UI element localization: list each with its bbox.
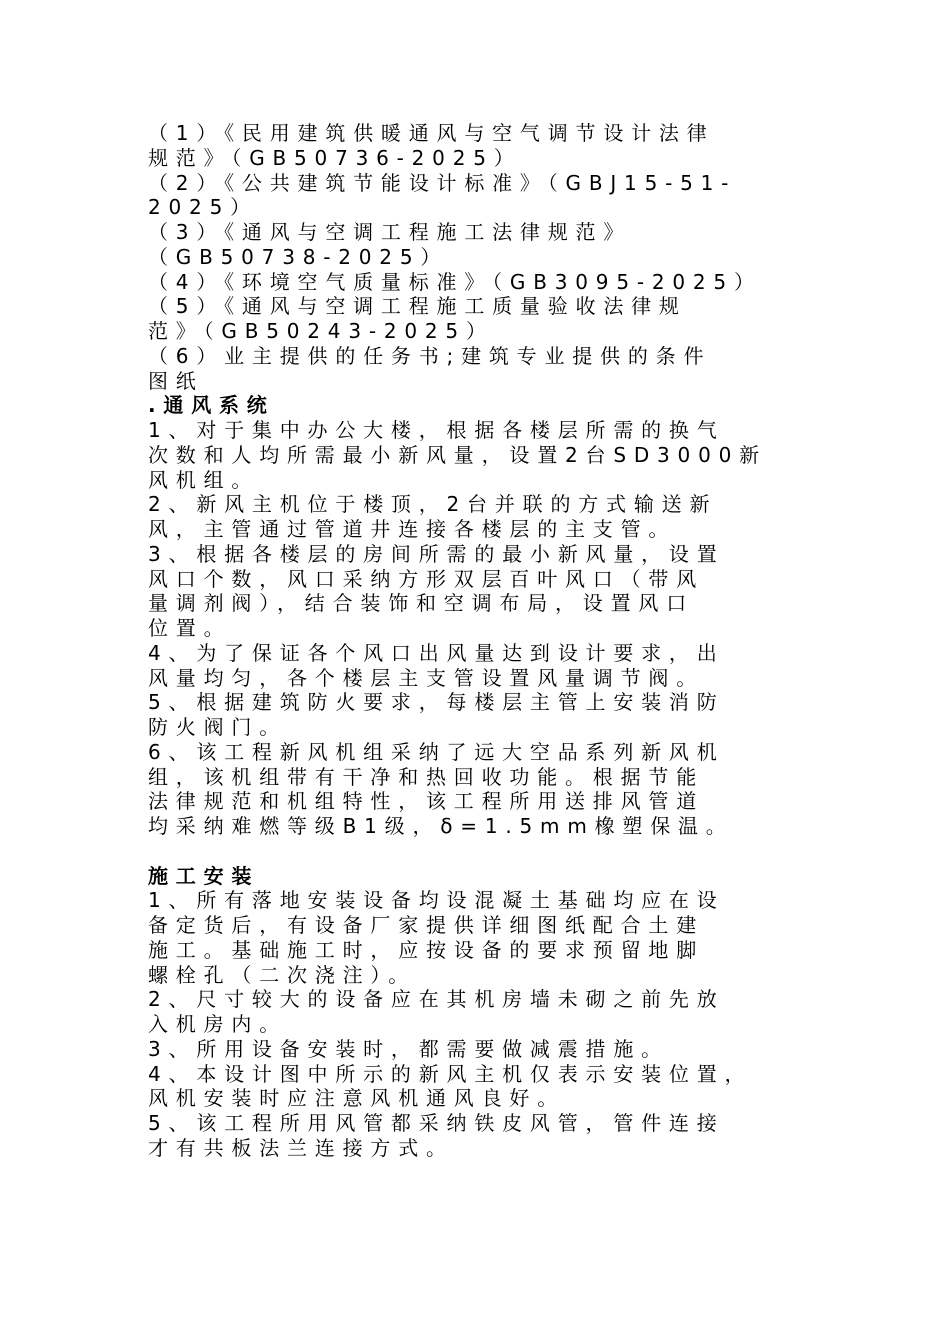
reference-line: （GB50738-2025） (148, 244, 449, 269)
reference-line: （6）业主提供的任务书;建筑专业提供的条件 (148, 343, 712, 368)
ventilation-section (148, 393, 828, 839)
installation-line: 风机安装时应注意风机通风良好。 (148, 1086, 565, 1111)
section-heading-installation: 施工安装 (148, 863, 260, 888)
reference-line: （5）《通风与空调工程施工质量验收法律规 (148, 294, 687, 319)
installation-line: 备定货后，有设备厂家提供详细图纸配合土建 (148, 913, 704, 937)
ventilation-line: 风口个数，风口采纳方形双层百叶风口（带风 (148, 566, 704, 591)
installation-line: 5、该工程所用风管都采纳铁皮风管，管件连接 (148, 1111, 725, 1135)
ventilation-line: 风，主管通过管道井连接各楼层的主支管。 (148, 517, 677, 541)
reference-line: 2025） (148, 195, 258, 220)
ventilation-line: 防火阀门。 (148, 715, 287, 739)
ventilation-line: 次数和人均所需最小新风量，设置2台SD3000新 (148, 442, 767, 467)
reference-line: 范》（GB50243-2025） (148, 319, 494, 343)
reference-line: （1）《民用建筑供暖通风与空气调节设计法律 (148, 121, 715, 145)
reference-line: 规范》（GB50736-2025） (148, 145, 522, 170)
installation-line: 2、尺寸较大的设备应在其机房墙未砌之前先放 (148, 987, 725, 1012)
ventilation-line: 量调剂阀），结合装饰和空调布局，设置风口 (148, 591, 694, 616)
installation-line: 4、本设计图中所示的新风主机仅表示安装位置， (148, 1061, 753, 1086)
installation-line: 施工。基础施工时，应按设备的要求预留地脚 (148, 937, 704, 962)
ventilation-line: 6、该工程新风机组采纳了远大空品系列新风机 (148, 739, 725, 764)
section-spacer (148, 839, 828, 864)
ventilation-line: 法律规范和机组特性，该工程所用送排风管道 (148, 789, 704, 814)
ventilation-line: 4、为了保证各个风口出风量达到设计要求，出 (148, 640, 725, 665)
ventilation-line: 风量均匀，各个楼层主支管设置风量调节阀。 (148, 665, 704, 690)
installation-section (148, 864, 828, 1161)
installation-line: 螺栓孔（二次浇注）。 (148, 962, 416, 987)
installation-line: 入机房内。 (148, 1012, 287, 1036)
ventilation-line: 风机组。 (148, 467, 260, 492)
installation-line: 1、所有落地安装设备均设混凝土基础均应在设 (148, 888, 725, 913)
reference-line: （2）《公共建筑节能设计标准》（GBJ15-51- (148, 170, 737, 195)
references-section (148, 121, 828, 393)
ventilation-line: 均采纳难燃等级B1级，δ=1.5mm橡塑保温。 (148, 814, 734, 838)
installation-line: 才有共板法兰连接方式。 (148, 1135, 454, 1160)
ventilation-line: 位置。 (148, 616, 232, 640)
reference-line: 图纸 (148, 368, 204, 393)
ventilation-line: 1、对于集中办公大楼，根据各楼层所需的换气 (148, 418, 725, 442)
reference-line: （4）《环境空气质量标准》（GB3095-2025） (148, 269, 762, 294)
document-body (148, 121, 828, 1161)
ventilation-line: 组，该机组带有干净和热回收功能。根据节能 (148, 764, 704, 789)
installation-line: 3、所用设备安装时，都需要做减震措施。 (148, 1036, 669, 1061)
section-heading-ventilation: .通风系统 (148, 393, 275, 418)
reference-line: （3）《通风与空调工程施工法律规范》 (148, 220, 632, 244)
ventilation-line: 3、根据各楼层的房间所需的最小新风量，设置 (148, 541, 725, 566)
ventilation-line: 2、新风主机位于楼顶，2台并联的方式输送新 (148, 492, 718, 517)
ventilation-line: 5、根据建筑防火要求，每楼层主管上安装消防 (148, 690, 725, 715)
